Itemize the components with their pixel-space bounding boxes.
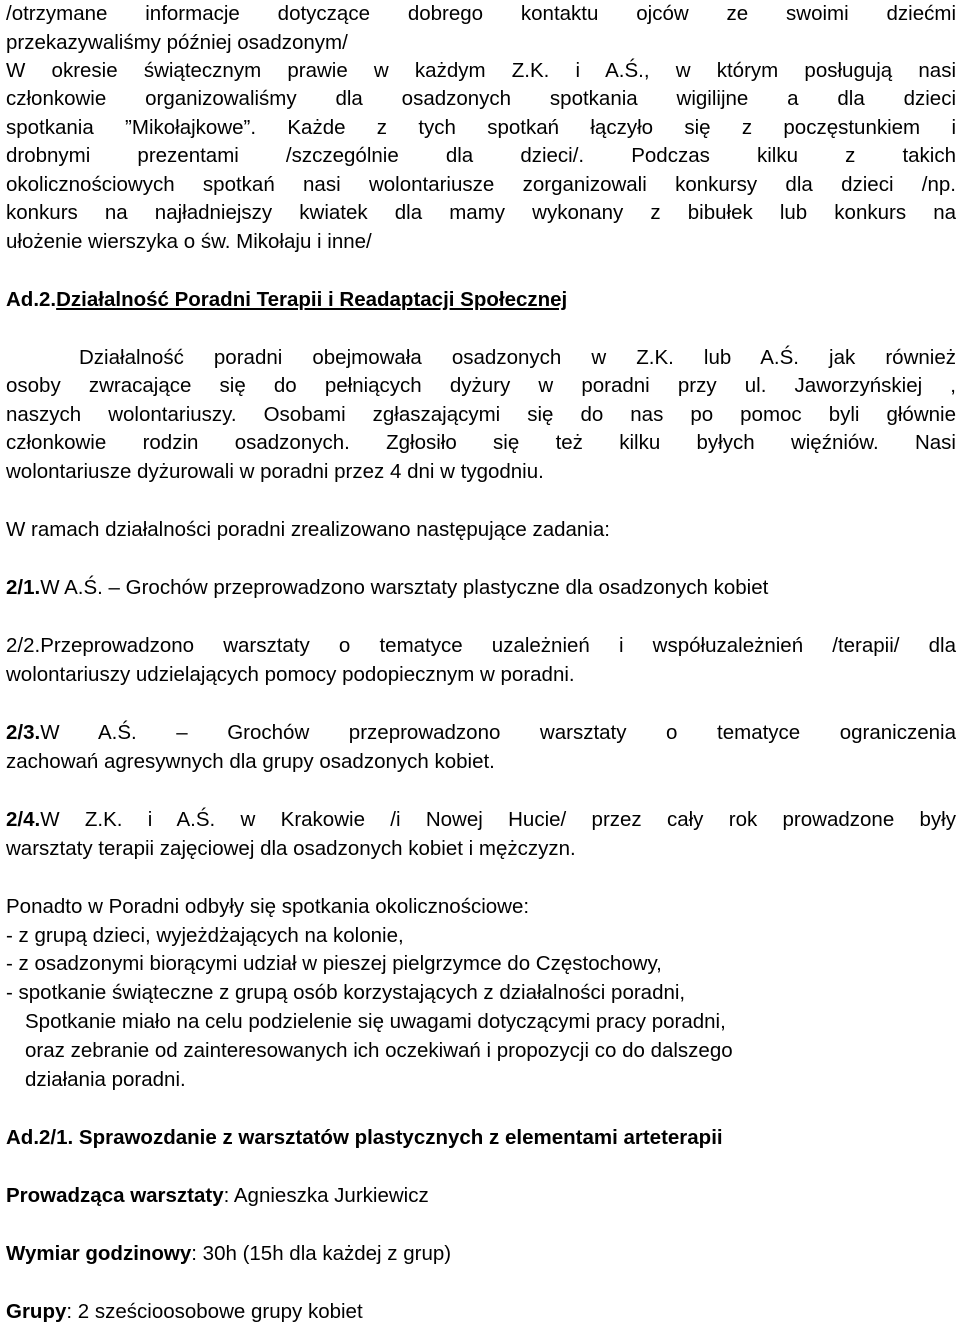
paragraph-line: konkurs na najładniejszy kwiatek dla mamy wykonany z bibułek lub konkurs na [6,201,956,224]
paragraph-line: /otrzymane informacje dotyczące dobrego kontaktu ojców ze swoimi dziećmi [6,2,956,25]
field-value: : 2 sześcioosobowe grupy kobiet [66,1300,363,1323]
task-text-line: zachowań agresywnych dla grupy osadzonych kobiet. [6,750,495,773]
field-label: Prowadząca warsztaty [6,1184,224,1207]
field-value: : 30h (15h dla każdej z grup) [191,1242,452,1265]
paragraph-line: okolicznościowych spotkań nasi wolontariusze zorganizowali konkursy dla dzieci /np. [6,173,956,196]
list-item: - z osadzonymi biorącymi udział w pieszej pielgrzymce do Częstochowy, [6,952,662,975]
task-text-line: wolontariuszy udzielających pomocy podopiecznym w poradni. [6,663,575,686]
task-item [6,574,956,602]
section-title: Działalność Poradni Terapii i Readaptacji Społecznej [56,288,568,311]
field-label: Grupy [6,1300,67,1323]
paragraph-line: przekazywaliśmy później osadzonym/ [6,31,348,54]
paragraph-line: spotkania ”Mikołajkowe”. Każde z tych spotkań łączyło się z poczęstunkiem i [6,116,956,139]
paragraph-line: naszych wolontariuszy. Osobami zgłaszającymi się do nas po pomoc byli głównie [6,403,956,426]
paragraph-line: członkowie rodzin osadzonych. Zgłosiło się też kilku byłych więźniów. Nasi [6,431,956,454]
paragraph-line: członkowie organizowaliśmy dla osadzonych spotkania wigilijne a dla dzieci [6,87,956,110]
task-text-line: warsztaty terapii zajęciowej dla osadzonych kobiet i mężczyzn. [6,837,576,860]
paragraph-line: W okresie świątecznym prawie w każdym Z.K. i A.Ś., w którym posługują nasi [6,59,956,82]
section-number: Ad.2. [6,288,57,311]
field-leader [6,1182,956,1210]
field-groups [6,1298,956,1326]
paragraph-line: ułożenie wierszyka o św. Mikołaju i inne/ [6,230,372,253]
list-item: - spotkanie świąteczne z grupą osób korzystających z działalności poradni, [6,981,686,1004]
task-item [6,719,956,747]
task-number: 2/1. [6,576,41,599]
task-item [6,632,956,660]
task-text: W A.Ś. – Grochów przeprowadzono warsztaty plastyczne dla osadzonych kobiet [40,576,769,599]
field-hours [6,1240,956,1268]
paragraph-line: Działalność poradni obejmowała osadzonych w Z.K. lub A.Ś. jak również [79,346,956,369]
meetings-intro: Ponadto w Poradni odbyły się spotkania okolicznościowe: [6,895,530,918]
task-number: 2/3. [6,721,41,744]
paragraph-line: osoby zwracające się do pełniących dyżury w poradni przy ul. Jaworzyńskiej , [6,374,956,397]
task-text: W A.Ś. – Grochów przeprowadzono warsztaty o tematyce ograniczenia [40,721,956,744]
field-label: Wymiar godzinowy [6,1242,192,1265]
task-number: 2/2. [6,634,41,657]
list-item-continuation: Spotkanie miało na celu podzielenie się uwagami dotyczącymi pracy poradni, [25,1010,726,1033]
subsection-heading: Ad.2/1. Sprawozdanie z warsztatów plastycznych z elementami arteterapii [6,1126,723,1149]
tasks-intro: W ramach działalności poradni zrealizowano następujące zadania: [6,518,610,541]
paragraph-line: drobnymi prezentami /szczególnie dla dzieci/. Podczas kilku z takich [6,144,956,167]
list-item-continuation: oraz zebranie od zainteresowanych ich oczekiwań i propozycji co do dalszego [25,1039,733,1062]
list-item: - z grupą dzieci, wyjeżdżających na kolonie, [6,924,404,947]
paragraph-line: wolontariusze dyżurowali w poradni przez 4 dni w tygodniu. [6,460,544,483]
section-heading [6,286,956,314]
list-item-continuation: działania poradni. [25,1068,186,1091]
field-value: : Agnieszka Jurkiewicz [223,1184,429,1207]
task-number: 2/4. [6,808,41,831]
task-text: Przeprowadzono warsztaty o tematyce uzależnień i współuzależnień /terapii/ dla [40,634,956,657]
task-item [6,806,956,834]
task-text: W Z.K. i A.Ś. w Krakowie /i Nowej Hucie/ przez cały rok prowadzone były [40,808,956,831]
